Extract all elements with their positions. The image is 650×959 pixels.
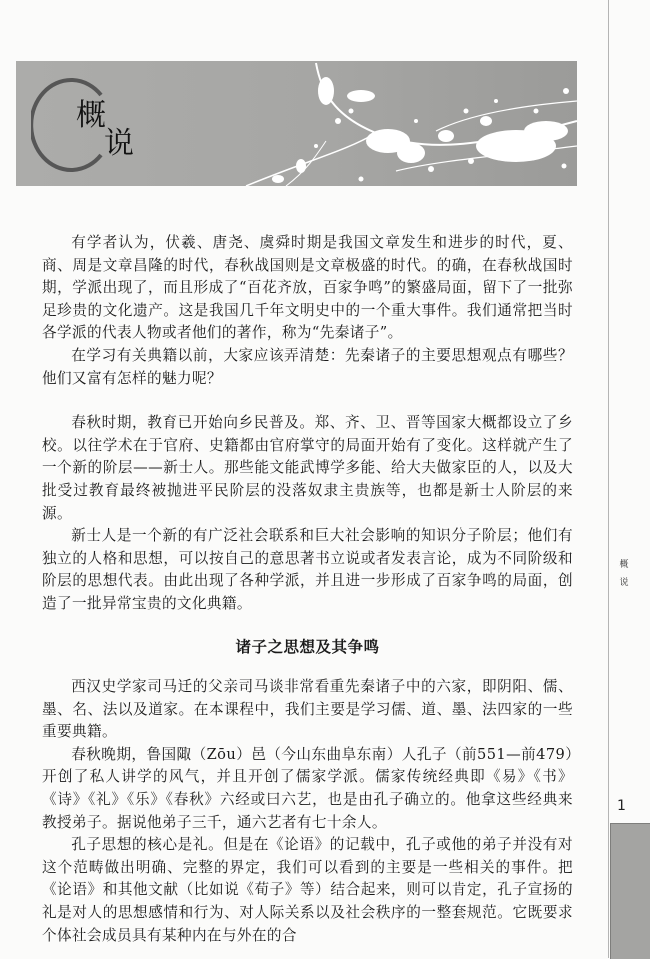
- chapter-side-label: [617, 556, 631, 592]
- banner-title-char-2: 说: [104, 126, 134, 161]
- body-text: [42, 232, 573, 947]
- banner-title-char-1: 概: [76, 98, 106, 133]
- page-number: 1: [617, 798, 626, 814]
- chapter-thumb-tab: [610, 823, 650, 959]
- background-paragraph-2: 新士人是一个新的有广泛社会联系和巨大社会影响的知识分子阶层；他们有独立的人格和思想，可以按自己的意思著书立说或者发表言论，成为不同阶级和阶层的思想代表。由此出现了各种学派，并且进一步形成了百家争鸣的局面，创造了一批异常宝贵的文化典籍。: [42, 527, 573, 612]
- side-label-char-2: 说: [619, 578, 629, 588]
- section-paragraph-3: 孔子思想的核心是礼。但是在《论语》的记载中，孔子或他的弟子并没有对这个范畴做出明确、完整的界定，我们可以看到的主要是一些相关的事件。把《论语》和其他文献（比如说《荀子》等）结合起来，则可以肯定，孔子宣扬的礼是对人的思想感情和行为、对人际关系以及社会秩序的一整套规范。它既要求个体社会成员具有某种内在与外在的合: [42, 836, 573, 944]
- paragraph-gap: [42, 390, 573, 412]
- background-paragraph-1: 春秋时期，教育已开始向乡民普及。郑、齐、卫、晋等国家大概都设立了乡校。以往学术在于官府、史籍都由官府掌守的局面开始有了变化。这样就产生了一个新的阶层——新士人。那些能文能武博学多能、给大夫做家臣的人，以及大批受过教育最终被抛进平民阶层的没落奴隶主贵族等，也都是新士人阶层的来源。: [42, 414, 573, 522]
- section-paragraph-1: 西汉史学家司马迁的父亲司马谈非常看重先秦诸子中的六家，即阴阳、儒、墨、名、法以及道家。在本课程中，我们主要是学习儒、道、墨、法四家的一些重要典籍。: [42, 678, 573, 741]
- intro-paragraph-2: 在学习有关典籍以前，大家应该弄清楚：先秦诸子的主要思想观点有哪些？他们又富有怎样的魅力呢？: [42, 346, 573, 387]
- intro-paragraph-1: 有学者认为，伏羲、唐尧、虞舜时期是我国文章发生和进步的时代，夏、商、周是文章昌隆的时代，春秋战国则是文章极盛的时代。的确，在春秋战国时期，学派出现了，而且形成了“百花齐放，百家争鸣”的繁盛局面，留下了一批弥足珍贵的文化遗产。这是我国几千年文明史中的一个重大事件。我们通常把当时各学派的代表人物或者他们的著作，称为“先秦诸子”。: [42, 234, 573, 342]
- chapter-banner: [16, 61, 577, 186]
- section-heading: 诸子之思想及其争鸣: [235, 637, 380, 656]
- section-paragraph-2: 春秋晚期，鲁国陬（Zōu）邑（今山东曲阜东南）人孔子（前551—前479）开创了私人讲学的风气，并且开创了儒家学派。儒家传统经典即《易》《书》《诗》《礼》《乐》《春秋》六经或曰六艺，也是由孔子确立的。他拿这些经典来教授弟子。据说他弟子三千，通六艺者有七十余人。: [42, 745, 573, 831]
- margin-rule: [608, 0, 609, 958]
- side-label-char-1: 概: [619, 560, 629, 570]
